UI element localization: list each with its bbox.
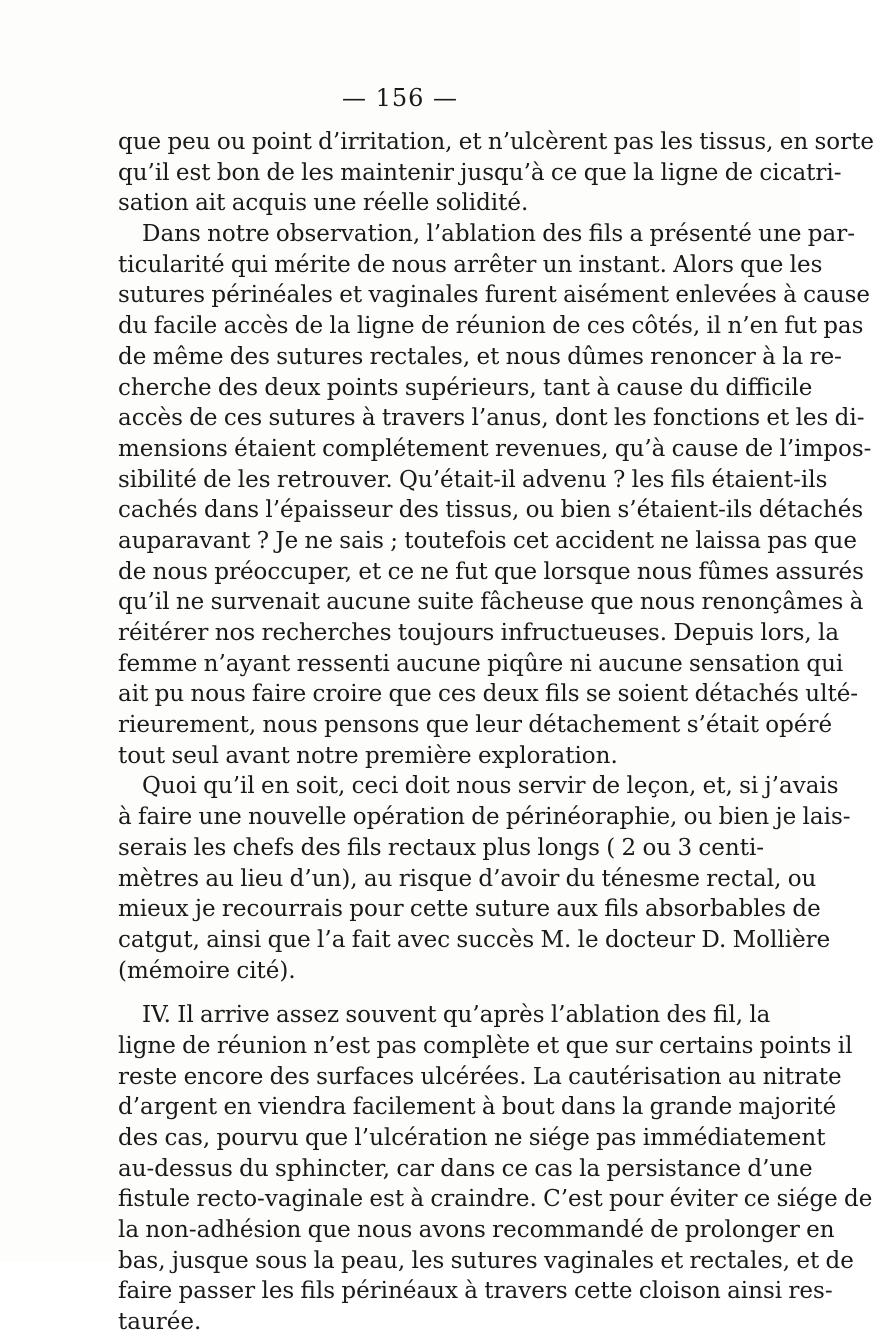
text-line: qu’il ne survenait aucune suite fâcheuse que nous renonçâmes à — [118, 589, 864, 616]
paragraph — [118, 219, 872, 771]
text-line: la non-adhésion que nous avons recommandé de prolonger en — [118, 1217, 835, 1244]
text-line: sation ait acquis une réelle solidité. — [118, 190, 529, 217]
text-line: de nous préoccuper, et ce ne fut que lorsque nous fûmes assurés — [118, 558, 864, 585]
text-line: bas, jusque sous la peau, les sutures vaginales et rectales, et de — [118, 1247, 854, 1274]
text-line: catgut, ainsi que l’a fait avec succès M. le docteur D. Mollière — [118, 926, 831, 953]
paragraph — [118, 1000, 873, 1338]
text-line: d’argent en viendra facilement à bout dans la grande majorité — [118, 1094, 837, 1121]
text-line: Quoi qu’il en soit, ceci doit nous servir de leçon, et, si j’avais — [142, 773, 839, 800]
text-line: cherche des deux points supérieurs, tant à cause du difficile — [118, 374, 813, 401]
body-text — [118, 127, 874, 1338]
text-line: IV. Il arrive assez souvent qu’après l’ablation des fil, la — [142, 1002, 771, 1029]
text-line: accès de ces sutures à travers l’anus, dont les fonctions et les di- — [118, 405, 865, 432]
text-line: (mémoire cité). — [118, 957, 296, 984]
text-line: ait pu nous faire croire que ces deux fils se soient détachés ulté- — [118, 681, 859, 708]
text-line: au-dessus du sphincter, car dans ce cas la persistance d’une — [118, 1155, 813, 1182]
paragraph — [118, 771, 851, 986]
text-line: Dans notre observation, l’ablation des fils a présenté une par- — [142, 221, 855, 248]
text-line: reste encore des surfaces ulcérées. La cautérisation au nitrate — [118, 1063, 842, 1090]
text-line: mieux je recourrais pour cette suture aux fils absorbables de — [118, 896, 821, 923]
paragraph — [118, 127, 874, 219]
text-line: cachés dans l’épaisseur des tissus, ou bien s’étaient-ils détachés — [118, 497, 864, 524]
text-line: ticularité qui mérite de nous arrêter un instant. Alors que les — [118, 251, 823, 278]
text-line: sibilité de les retrouver. Qu’était-il advenu ? les fils étaient-ils — [118, 466, 828, 493]
page-number: — 156 — — [341, 84, 459, 112]
text-line: taurée. — [118, 1309, 202, 1336]
section-gap — [118, 986, 683, 1000]
text-line: tout seul avant notre première exploration. — [118, 742, 618, 769]
text-line: à faire une nouvelle opération de périnéoraphie, ou bien je lais- — [118, 804, 851, 831]
text-line: que peu ou point d’irritation, et n’ulcèrent pas les tissus, en sorte — [118, 129, 874, 155]
text-line: fistule recto-vaginale est à craindre. C’est pour éviter ce siége de — [118, 1186, 873, 1213]
text-line: sutures périnéales et vaginales furent aisément enlevées à cause — [118, 282, 870, 309]
text-line: réitérer nos recherches toujours infructueuses. Depuis lors, la — [118, 620, 840, 646]
text-line: femme n’ayant ressenti aucune piqûre ni aucune sensation qui — [118, 650, 844, 677]
text-line: ligne de réunion n’est pas complète et que sur certains points il — [118, 1032, 853, 1059]
text-line: de même des sutures rectales, et nous dûmes renoncer à la re- — [118, 343, 842, 370]
text-line: des cas, pourvu que l’ulcération ne siége pas immédiatement — [118, 1125, 826, 1151]
text-line: du facile accès de la ligne de réunion de ces côtés, il n’en fut pas — [118, 313, 864, 340]
text-line: auparavant ? Je ne sais ; toutefois cet accident ne laissa pas que — [118, 527, 857, 554]
text-line: mensions étaient complétement revenues, qu’à cause de l’impos- — [118, 435, 872, 462]
text-line: qu’il est bon de les maintenir jusqu’à ce que la ligne de cicatri- — [118, 159, 842, 186]
text-line: rieurement, nous pensons que leur détachement s’était opéré — [118, 712, 833, 739]
text-line: mètres au lieu d’un), au risque d’avoir du ténesme rectal, ou — [118, 865, 817, 892]
text-line: faire passer les fils périnéaux à travers cette cloison ainsi res- — [118, 1278, 833, 1305]
text-line: serais les chefs des fils rectaux plus longs ( 2 ou 3 centi- — [118, 834, 765, 861]
